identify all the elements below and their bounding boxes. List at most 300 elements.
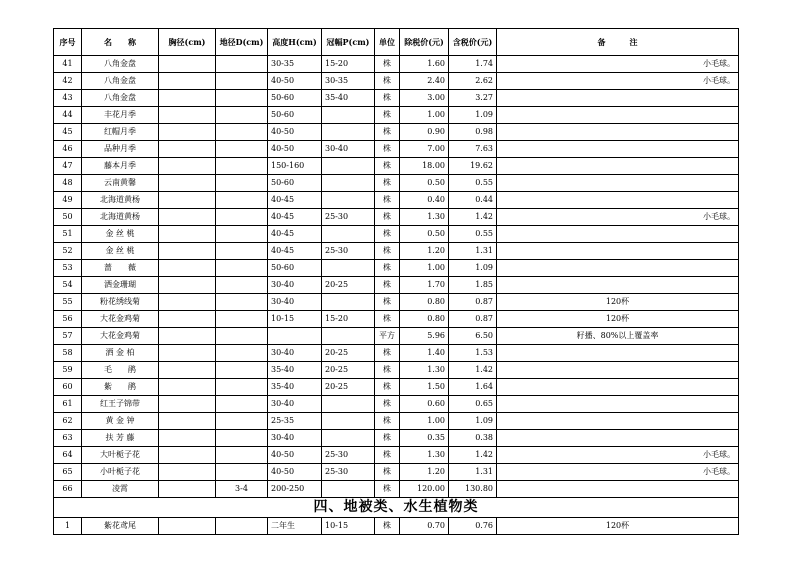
cell-no: 49 bbox=[54, 192, 82, 209]
cell-price-in: 3.27 bbox=[449, 90, 497, 107]
header-ground: 地径D(cm) bbox=[216, 29, 268, 56]
table-row bbox=[54, 464, 739, 481]
cell-price-in: 1.42 bbox=[449, 209, 497, 226]
cell-ground bbox=[216, 73, 268, 90]
cell-name: 大花金鸡菊 bbox=[82, 328, 159, 345]
cell-price-in: 1.09 bbox=[449, 260, 497, 277]
cell-price-ex: 1.20 bbox=[400, 243, 449, 260]
table-row bbox=[54, 481, 739, 498]
cell-chest bbox=[159, 175, 216, 192]
cell-ground bbox=[216, 226, 268, 243]
cell-crown bbox=[322, 260, 375, 277]
cell-note: 小毛球。 bbox=[497, 447, 739, 464]
cell-ground bbox=[216, 518, 268, 535]
cell-crown bbox=[322, 158, 375, 175]
cell-unit: 株 bbox=[375, 192, 400, 209]
cell-price-ex: 0.35 bbox=[400, 430, 449, 447]
cell-name: 粉花绣线菊 bbox=[82, 294, 159, 311]
cell-name: 大花金鸡菊 bbox=[82, 311, 159, 328]
cell-price-in: 0.87 bbox=[449, 311, 497, 328]
table-row bbox=[54, 413, 739, 430]
cell-name: 品种月季 bbox=[82, 141, 159, 158]
cell-price-ex: 1.00 bbox=[400, 413, 449, 430]
cell-no: 42 bbox=[54, 73, 82, 90]
cell-crown: 20-25 bbox=[322, 277, 375, 294]
cell-height: 40-50 bbox=[268, 141, 322, 158]
cell-note bbox=[497, 226, 739, 243]
cell-chest bbox=[159, 277, 216, 294]
cell-crown: 25-30 bbox=[322, 464, 375, 481]
cell-no: 46 bbox=[54, 141, 82, 158]
cell-price-ex: 18.00 bbox=[400, 158, 449, 175]
cell-price-in: 1.53 bbox=[449, 345, 497, 362]
cell-chest bbox=[159, 56, 216, 73]
cell-price-ex: 1.60 bbox=[400, 56, 449, 73]
cell-chest bbox=[159, 73, 216, 90]
cell-no: 58 bbox=[54, 345, 82, 362]
cell-height: 50-60 bbox=[268, 260, 322, 277]
cell-chest bbox=[159, 328, 216, 345]
cell-no: 44 bbox=[54, 107, 82, 124]
cell-ground bbox=[216, 260, 268, 277]
cell-name: 八角金盘 bbox=[82, 90, 159, 107]
cell-price-ex: 0.60 bbox=[400, 396, 449, 413]
cell-height: 30-40 bbox=[268, 294, 322, 311]
cell-price-in: 0.44 bbox=[449, 192, 497, 209]
cell-name: 金 丝 桃 bbox=[82, 243, 159, 260]
cell-chest bbox=[159, 481, 216, 498]
cell-price-in: 2.62 bbox=[449, 73, 497, 90]
cell-name: 丰花月季 bbox=[82, 107, 159, 124]
cell-name: 蔷 薇 bbox=[82, 260, 159, 277]
table-row bbox=[54, 362, 739, 379]
cell-price-in: 130.80 bbox=[449, 481, 497, 498]
cell-chest bbox=[159, 413, 216, 430]
table-row bbox=[54, 430, 739, 447]
cell-price-ex: 0.40 bbox=[400, 192, 449, 209]
cell-note bbox=[497, 396, 739, 413]
cell-crown: 25-30 bbox=[322, 209, 375, 226]
cell-ground bbox=[216, 90, 268, 107]
cell-ground bbox=[216, 328, 268, 345]
cell-price-ex: 0.80 bbox=[400, 294, 449, 311]
cell-ground bbox=[216, 56, 268, 73]
cell-crown: 10-15 bbox=[322, 518, 375, 535]
cell-height: 40-45 bbox=[268, 192, 322, 209]
table-row bbox=[54, 379, 739, 396]
cell-price-ex: 1.40 bbox=[400, 345, 449, 362]
cell-chest bbox=[159, 192, 216, 209]
cell-crown: 20-25 bbox=[322, 345, 375, 362]
cell-name: 北海道黄杨 bbox=[82, 192, 159, 209]
cell-no: 48 bbox=[54, 175, 82, 192]
header-row bbox=[54, 29, 739, 56]
cell-ground bbox=[216, 209, 268, 226]
cell-no: 54 bbox=[54, 277, 82, 294]
cell-ground bbox=[216, 107, 268, 124]
cell-unit: 株 bbox=[375, 294, 400, 311]
cell-height bbox=[268, 328, 322, 345]
cell-chest bbox=[159, 141, 216, 158]
cell-ground bbox=[216, 192, 268, 209]
cell-no: 59 bbox=[54, 362, 82, 379]
table-body bbox=[54, 56, 739, 535]
cell-chest bbox=[159, 243, 216, 260]
cell-price-in: 0.55 bbox=[449, 175, 497, 192]
cell-unit: 株 bbox=[375, 158, 400, 175]
cell-note bbox=[497, 362, 739, 379]
cell-height: 25-35 bbox=[268, 413, 322, 430]
cell-note bbox=[497, 379, 739, 396]
cell-chest bbox=[159, 158, 216, 175]
cell-chest bbox=[159, 430, 216, 447]
cell-chest bbox=[159, 209, 216, 226]
cell-height: 30-40 bbox=[268, 430, 322, 447]
cell-height: 50-60 bbox=[268, 90, 322, 107]
cell-unit: 株 bbox=[375, 226, 400, 243]
cell-price-in: 1.74 bbox=[449, 56, 497, 73]
cell-ground: 3-4 bbox=[216, 481, 268, 498]
cell-crown bbox=[322, 396, 375, 413]
cell-name: 紫 鹃 bbox=[82, 379, 159, 396]
table-row bbox=[54, 311, 739, 328]
cell-price-ex: 1.00 bbox=[400, 107, 449, 124]
cell-no: 66 bbox=[54, 481, 82, 498]
header-chest: 胸径(cm) bbox=[159, 29, 216, 56]
cell-no: 62 bbox=[54, 413, 82, 430]
cell-crown bbox=[322, 107, 375, 124]
cell-unit: 株 bbox=[375, 345, 400, 362]
cell-name: 毛 鹃 bbox=[82, 362, 159, 379]
table-row bbox=[54, 209, 739, 226]
cell-unit: 株 bbox=[375, 464, 400, 481]
cell-price-in: 1.09 bbox=[449, 107, 497, 124]
cell-ground bbox=[216, 396, 268, 413]
cell-chest bbox=[159, 90, 216, 107]
cell-unit: 平方 bbox=[375, 328, 400, 345]
header-crown: 冠幅P(cm) bbox=[322, 29, 375, 56]
cell-note bbox=[497, 158, 739, 175]
cell-crown: 25-30 bbox=[322, 243, 375, 260]
cell-price-in: 1.85 bbox=[449, 277, 497, 294]
cell-name: 北海道黄杨 bbox=[82, 209, 159, 226]
cell-no: 55 bbox=[54, 294, 82, 311]
cell-note bbox=[497, 481, 739, 498]
cell-name: 红帽月季 bbox=[82, 124, 159, 141]
cell-price-ex: 1.00 bbox=[400, 260, 449, 277]
table-row bbox=[54, 124, 739, 141]
cell-height: 35-40 bbox=[268, 379, 322, 396]
cell-price-in: 19.62 bbox=[449, 158, 497, 175]
cell-note: 120杯 bbox=[497, 311, 739, 328]
cell-crown: 20-25 bbox=[322, 362, 375, 379]
cell-note: 籽播、80%以上覆盖率 bbox=[497, 328, 739, 345]
cell-note bbox=[497, 107, 739, 124]
header-unit: 单位 bbox=[375, 29, 400, 56]
cell-unit: 株 bbox=[375, 73, 400, 90]
cell-note bbox=[497, 90, 739, 107]
cell-price-in: 0.98 bbox=[449, 124, 497, 141]
cell-no: 64 bbox=[54, 447, 82, 464]
cell-price-ex: 3.00 bbox=[400, 90, 449, 107]
cell-crown bbox=[322, 481, 375, 498]
cell-price-in: 1.31 bbox=[449, 464, 497, 481]
table-row bbox=[54, 141, 739, 158]
cell-ground bbox=[216, 124, 268, 141]
cell-price-ex: 1.30 bbox=[400, 447, 449, 464]
cell-name: 藤本月季 bbox=[82, 158, 159, 175]
table-row bbox=[54, 260, 739, 277]
cell-no: 60 bbox=[54, 379, 82, 396]
cell-note: 小毛球。 bbox=[497, 209, 739, 226]
cell-unit: 株 bbox=[375, 209, 400, 226]
cell-note: 120杯 bbox=[497, 518, 739, 535]
table-row bbox=[54, 294, 739, 311]
table-row bbox=[54, 175, 739, 192]
table-row bbox=[54, 158, 739, 175]
cell-height: 40-45 bbox=[268, 243, 322, 260]
table-row bbox=[54, 328, 739, 345]
cell-crown bbox=[322, 124, 375, 141]
cell-height: 40-50 bbox=[268, 73, 322, 90]
cell-price-in: 0.76 bbox=[449, 518, 497, 535]
cell-no: 65 bbox=[54, 464, 82, 481]
cell-no: 41 bbox=[54, 56, 82, 73]
cell-unit: 株 bbox=[375, 362, 400, 379]
cell-ground bbox=[216, 345, 268, 362]
cell-crown: 15-20 bbox=[322, 56, 375, 73]
cell-price-ex: 1.30 bbox=[400, 209, 449, 226]
cell-price-ex: 0.50 bbox=[400, 175, 449, 192]
table-row bbox=[54, 73, 739, 90]
cell-ground bbox=[216, 243, 268, 260]
cell-price-ex: 0.50 bbox=[400, 226, 449, 243]
cell-chest bbox=[159, 396, 216, 413]
cell-name: 洒 金 柏 bbox=[82, 345, 159, 362]
cell-height: 30-35 bbox=[268, 56, 322, 73]
cell-no: 50 bbox=[54, 209, 82, 226]
cell-height: 35-40 bbox=[268, 362, 322, 379]
cell-chest bbox=[159, 362, 216, 379]
cell-height: 40-45 bbox=[268, 209, 322, 226]
header-height: 高度H(cm) bbox=[268, 29, 322, 56]
cell-chest bbox=[159, 464, 216, 481]
cell-ground bbox=[216, 413, 268, 430]
table-row bbox=[54, 243, 739, 260]
cell-no: 53 bbox=[54, 260, 82, 277]
cell-ground bbox=[216, 430, 268, 447]
cell-height: 40-50 bbox=[268, 464, 322, 481]
cell-chest bbox=[159, 226, 216, 243]
cell-chest bbox=[159, 124, 216, 141]
cell-price-ex: 1.20 bbox=[400, 464, 449, 481]
cell-crown bbox=[322, 328, 375, 345]
cell-no: 1 bbox=[54, 518, 82, 535]
cell-ground bbox=[216, 311, 268, 328]
cell-unit: 株 bbox=[375, 447, 400, 464]
table-row bbox=[54, 226, 739, 243]
section-header-row bbox=[54, 498, 739, 518]
cell-name: 黄 金 钟 bbox=[82, 413, 159, 430]
cell-note bbox=[497, 430, 739, 447]
cell-crown bbox=[322, 413, 375, 430]
cell-crown bbox=[322, 192, 375, 209]
table-row bbox=[54, 107, 739, 124]
cell-unit: 株 bbox=[375, 379, 400, 396]
cell-unit: 株 bbox=[375, 481, 400, 498]
cell-note: 120杯 bbox=[497, 294, 739, 311]
cell-no: 47 bbox=[54, 158, 82, 175]
cell-name: 扶 芳 藤 bbox=[82, 430, 159, 447]
section-title: 四、地被类、水生植物类 bbox=[54, 498, 739, 518]
cell-height: 40-45 bbox=[268, 226, 322, 243]
cell-name: 红王子锦带 bbox=[82, 396, 159, 413]
cell-price-ex: 120.00 bbox=[400, 481, 449, 498]
table-row bbox=[54, 396, 739, 413]
table-row bbox=[54, 518, 739, 535]
cell-chest bbox=[159, 311, 216, 328]
cell-price-in: 1.31 bbox=[449, 243, 497, 260]
cell-height: 30-40 bbox=[268, 345, 322, 362]
cell-price-ex: 0.80 bbox=[400, 311, 449, 328]
table-row bbox=[54, 447, 739, 464]
cell-price-in: 0.65 bbox=[449, 396, 497, 413]
header-no: 序号 bbox=[54, 29, 82, 56]
cell-name: 八角金盘 bbox=[82, 73, 159, 90]
cell-price-in: 1.42 bbox=[449, 362, 497, 379]
cell-crown bbox=[322, 294, 375, 311]
cell-chest bbox=[159, 345, 216, 362]
cell-no: 45 bbox=[54, 124, 82, 141]
cell-unit: 株 bbox=[375, 141, 400, 158]
table-row bbox=[54, 277, 739, 294]
cell-crown: 25-30 bbox=[322, 447, 375, 464]
cell-note bbox=[497, 277, 739, 294]
cell-height: 10-15 bbox=[268, 311, 322, 328]
header-note: 备 注 bbox=[497, 29, 739, 56]
cell-unit: 株 bbox=[375, 243, 400, 260]
cell-height: 50-60 bbox=[268, 175, 322, 192]
cell-name: 大叶栀子花 bbox=[82, 447, 159, 464]
cell-chest bbox=[159, 260, 216, 277]
cell-height: 200-250 bbox=[268, 481, 322, 498]
cell-price-in: 1.42 bbox=[449, 447, 497, 464]
cell-unit: 株 bbox=[375, 124, 400, 141]
cell-name: 凌霄 bbox=[82, 481, 159, 498]
cell-unit: 株 bbox=[375, 430, 400, 447]
cell-crown: 35-40 bbox=[322, 90, 375, 107]
cell-price-in: 1.09 bbox=[449, 413, 497, 430]
cell-note: 小毛球。 bbox=[497, 56, 739, 73]
cell-ground bbox=[216, 464, 268, 481]
cell-no: 56 bbox=[54, 311, 82, 328]
cell-height: 二年生 bbox=[268, 518, 322, 535]
cell-unit: 株 bbox=[375, 90, 400, 107]
cell-note: 小毛球。 bbox=[497, 464, 739, 481]
cell-chest bbox=[159, 107, 216, 124]
cell-unit: 株 bbox=[375, 107, 400, 124]
cell-no: 52 bbox=[54, 243, 82, 260]
cell-unit: 株 bbox=[375, 311, 400, 328]
cell-no: 63 bbox=[54, 430, 82, 447]
cell-height: 40-50 bbox=[268, 447, 322, 464]
cell-no: 61 bbox=[54, 396, 82, 413]
cell-crown: 15-20 bbox=[322, 311, 375, 328]
table-row bbox=[54, 192, 739, 209]
cell-no: 51 bbox=[54, 226, 82, 243]
cell-ground bbox=[216, 141, 268, 158]
cell-height: 30-40 bbox=[268, 277, 322, 294]
cell-crown bbox=[322, 430, 375, 447]
cell-unit: 株 bbox=[375, 396, 400, 413]
header-name: 名 称 bbox=[82, 29, 159, 56]
cell-crown: 30-40 bbox=[322, 141, 375, 158]
cell-height: 50-60 bbox=[268, 107, 322, 124]
table-row bbox=[54, 90, 739, 107]
cell-ground bbox=[216, 277, 268, 294]
cell-price-ex: 2.40 bbox=[400, 73, 449, 90]
cell-price-in: 0.55 bbox=[449, 226, 497, 243]
cell-note bbox=[497, 243, 739, 260]
cell-crown bbox=[322, 226, 375, 243]
table-row bbox=[54, 56, 739, 73]
cell-note bbox=[497, 345, 739, 362]
table-row bbox=[54, 345, 739, 362]
cell-no: 43 bbox=[54, 90, 82, 107]
cell-price-in: 0.87 bbox=[449, 294, 497, 311]
cell-note bbox=[497, 141, 739, 158]
cell-height: 30-40 bbox=[268, 396, 322, 413]
cell-note bbox=[497, 413, 739, 430]
cell-unit: 株 bbox=[375, 518, 400, 535]
cell-price-ex: 1.30 bbox=[400, 362, 449, 379]
cell-unit: 株 bbox=[375, 56, 400, 73]
cell-ground bbox=[216, 294, 268, 311]
cell-name: 金 丝 桃 bbox=[82, 226, 159, 243]
cell-name: 洒金珊瑚 bbox=[82, 277, 159, 294]
cell-crown bbox=[322, 175, 375, 192]
cell-note bbox=[497, 124, 739, 141]
cell-chest bbox=[159, 294, 216, 311]
cell-chest bbox=[159, 379, 216, 396]
cell-price-in: 0.38 bbox=[449, 430, 497, 447]
cell-chest bbox=[159, 518, 216, 535]
cell-name: 八角金盘 bbox=[82, 56, 159, 73]
cell-height: 40-50 bbox=[268, 124, 322, 141]
cell-price-ex: 5.96 bbox=[400, 328, 449, 345]
cell-ground bbox=[216, 447, 268, 464]
cell-note bbox=[497, 192, 739, 209]
cell-chest bbox=[159, 447, 216, 464]
header-price-in: 含税价(元) bbox=[449, 29, 497, 56]
cell-price-in: 7.63 bbox=[449, 141, 497, 158]
cell-price-ex: 1.70 bbox=[400, 277, 449, 294]
cell-ground bbox=[216, 379, 268, 396]
cell-note bbox=[497, 175, 739, 192]
cell-ground bbox=[216, 158, 268, 175]
price-table bbox=[53, 28, 739, 535]
cell-unit: 株 bbox=[375, 175, 400, 192]
cell-note bbox=[497, 260, 739, 277]
cell-note: 小毛球。 bbox=[497, 73, 739, 90]
cell-unit: 株 bbox=[375, 413, 400, 430]
cell-name: 紫花鸢尾 bbox=[82, 518, 159, 535]
cell-price-ex: 7.00 bbox=[400, 141, 449, 158]
cell-price-ex: 0.90 bbox=[400, 124, 449, 141]
cell-name: 小叶栀子花 bbox=[82, 464, 159, 481]
cell-price-in: 6.50 bbox=[449, 328, 497, 345]
cell-crown: 30-35 bbox=[322, 73, 375, 90]
